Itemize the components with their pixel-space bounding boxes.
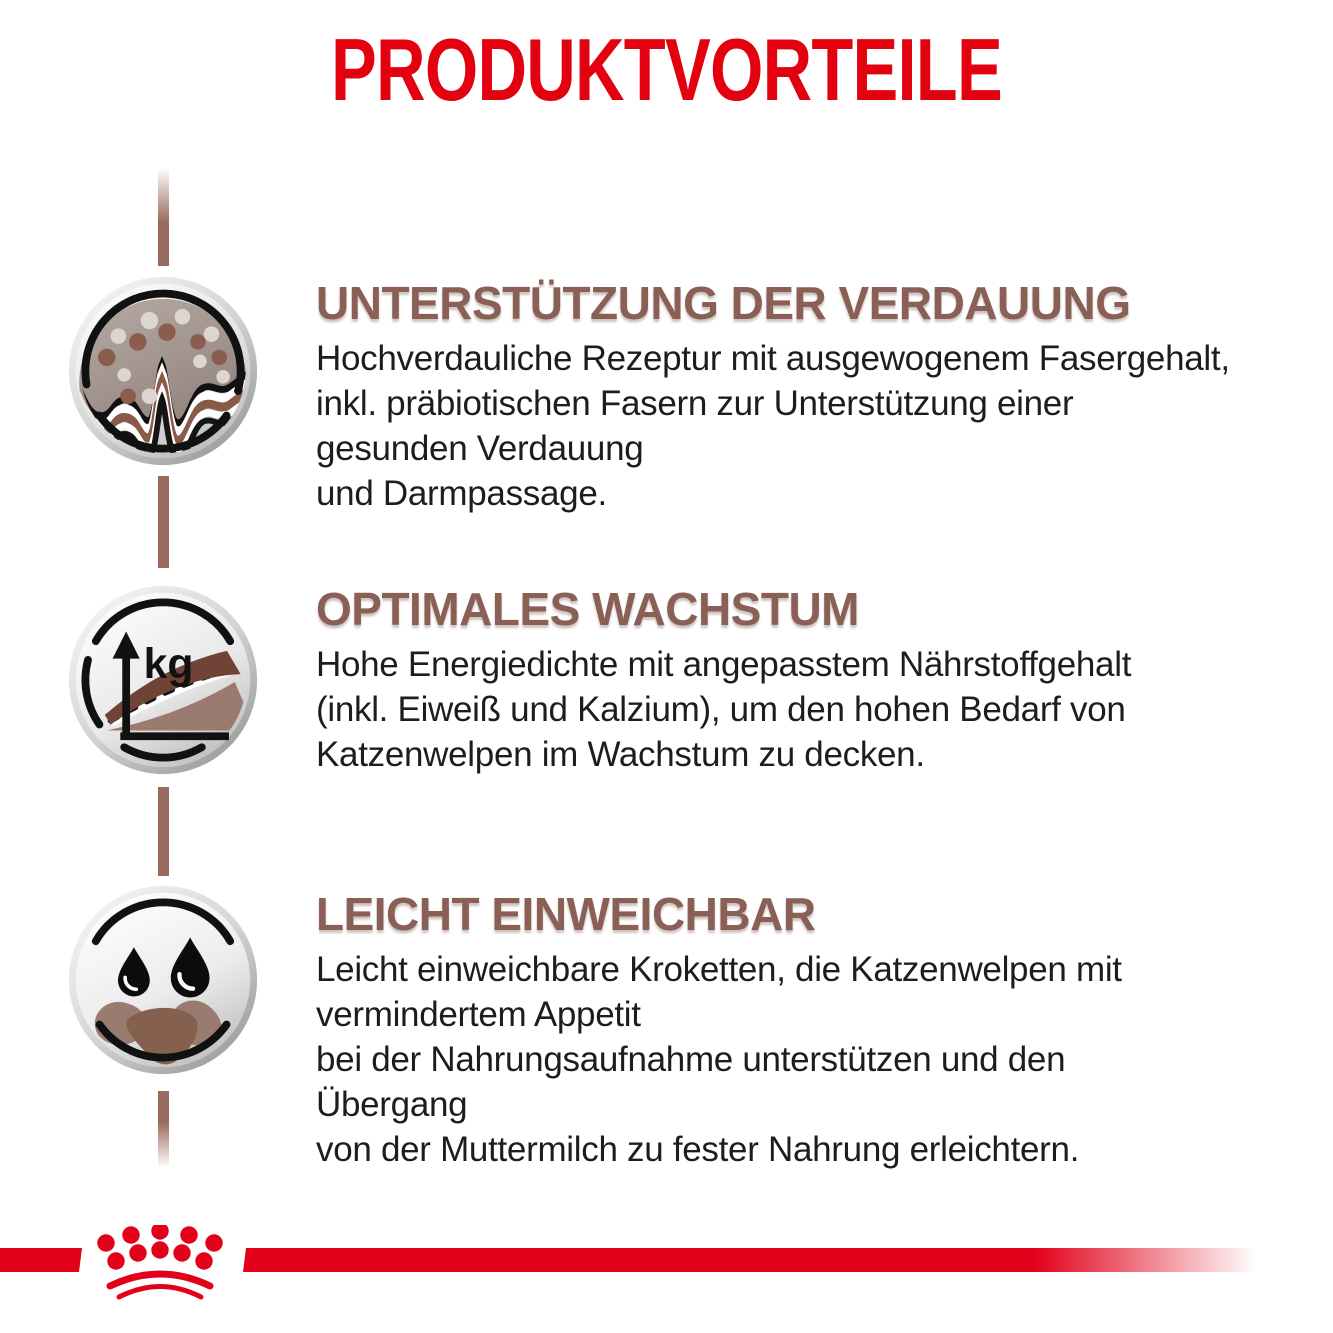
body-line: Leicht einweichbare Kroketten, die Katzenwelpen mit xyxy=(316,950,1122,989)
growth-kg-icon-badge xyxy=(66,583,260,777)
body-line: Hohe Energiedichte mit angepasstem Nährstoffgehalt xyxy=(316,645,1132,684)
kg-label: kg xyxy=(143,640,194,689)
timeline-connector-segment xyxy=(158,787,169,876)
body-line: Katzenwelpen im Wachstum zu decken. xyxy=(316,735,925,774)
page-title: PRODUKTVORTEILE xyxy=(331,20,1002,119)
digestion-icon-badge xyxy=(66,274,260,468)
body-line: vermindertem Appetit xyxy=(316,995,641,1034)
section-heading: LEICHT EINWEICHBAR xyxy=(316,888,816,940)
section-body xyxy=(316,947,1246,1172)
droplets-kibble-icon xyxy=(66,883,260,1077)
body-line: inkl. präbiotischen Fasern zur Unterstützung einer xyxy=(316,384,1074,423)
section-heading: OPTIMALES WACHSTUM xyxy=(316,583,859,635)
growth-kg-icon xyxy=(66,583,260,777)
red-stripe-right xyxy=(243,1248,1257,1272)
body-line: Übergang xyxy=(316,1085,468,1124)
section-growth xyxy=(316,584,1246,777)
body-line: und Darmpassage. xyxy=(316,474,607,513)
section-soaking xyxy=(316,889,1246,1172)
digestion-icon xyxy=(66,274,260,468)
body-line: von der Muttermilch zu fester Nahrung erleichtern. xyxy=(316,1130,1080,1169)
body-line: Hochverdauliche Rezeptur mit ausgewogenem Fasergehalt, xyxy=(316,339,1230,378)
body-line: bei der Nahrungsaufnahme unterstützen und den xyxy=(316,1040,1066,1079)
droplets-kibble-icon-badge xyxy=(66,883,260,1077)
red-stripe-left xyxy=(0,1248,82,1272)
timeline-connector-segment xyxy=(158,476,169,568)
royal-canin-crown-logo-icon xyxy=(95,1225,225,1307)
section-body xyxy=(316,336,1246,516)
timeline-connector-segment xyxy=(158,1091,169,1168)
body-line: (inkl. Eiweiß und Kalzium), um den hohen Bedarf von xyxy=(316,690,1126,729)
section-heading: UNTERSTÜTZUNG DER VERDAUUNG xyxy=(316,277,1131,329)
body-line: gesunden Verdauung xyxy=(316,429,644,468)
timeline-connector-segment xyxy=(158,168,169,266)
section-digestion xyxy=(316,278,1246,516)
section-body xyxy=(316,642,1246,777)
